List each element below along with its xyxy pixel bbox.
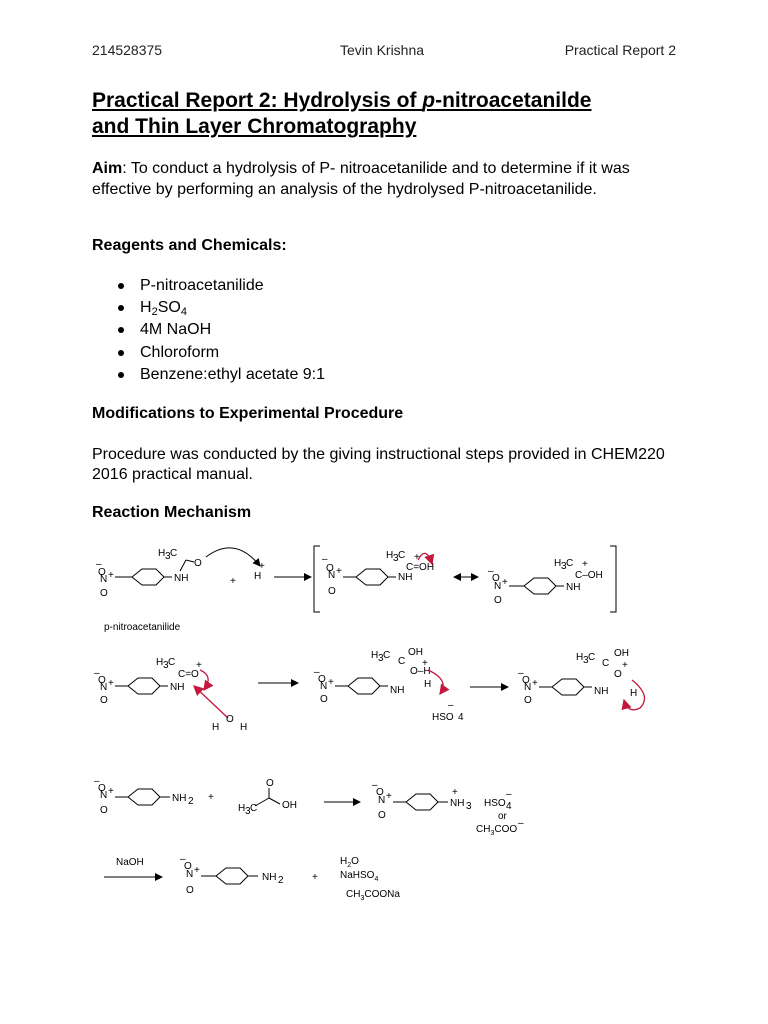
reaction-mechanism-diagram: [0, 530, 768, 910]
svg-text:H: H: [156, 657, 164, 668]
svg-text:NH: NH: [262, 872, 277, 883]
svg-text:O: O: [376, 787, 384, 798]
svg-text:O: O: [186, 885, 194, 896]
tetrahedral-intermediate: [314, 647, 464, 723]
report-name: Practical Report 2: [564, 42, 676, 58]
svg-text:H: H: [424, 679, 432, 690]
reagents-list: [92, 275, 325, 386]
svg-text:O: O: [98, 783, 106, 794]
svg-text:2: 2: [188, 796, 194, 807]
author-name: Tevin Krishna: [340, 42, 425, 58]
svg-text:O: O: [100, 695, 108, 706]
svg-text:O: O: [184, 861, 192, 872]
svg-text:N: N: [328, 570, 336, 581]
svg-text:HSO: HSO: [484, 798, 506, 809]
svg-text:–: –: [372, 780, 378, 791]
list-item: $H_2SO_4$: [92, 297, 325, 319]
svg-text:O: O: [98, 567, 106, 578]
svg-text:H: H: [576, 652, 584, 663]
svg-text:3: 3: [245, 806, 251, 817]
svg-text:–: –: [314, 667, 320, 678]
intermediate-1: [322, 550, 434, 597]
svg-text:C=OH: C=OH: [406, 562, 435, 573]
list-item: Chloroform: [92, 342, 325, 364]
svg-text:+: +: [414, 552, 420, 563]
svg-text:or: or: [498, 811, 507, 822]
svg-text:+: +: [259, 561, 265, 572]
protonated-intermediate: [518, 648, 645, 710]
svg-text:O: O: [524, 695, 532, 706]
svg-text:C: C: [398, 550, 406, 561]
student-id: 214528375: [92, 42, 163, 58]
svg-text:O: O: [326, 563, 334, 574]
svg-text:3: 3: [393, 553, 399, 564]
svg-text:O: O: [98, 675, 106, 686]
aim-label: Aim: [92, 160, 123, 177]
svg-text:O: O: [318, 674, 326, 685]
svg-text:N: N: [100, 574, 108, 585]
intermediate-2: [488, 558, 603, 606]
svg-text:O–H: O–H: [410, 666, 431, 677]
svg-text:3: 3: [163, 660, 169, 671]
svg-text:H: H: [238, 803, 246, 814]
product-structure: [180, 854, 284, 896]
procedure-text: Procedure was conducted by the giving instructional steps provided in CHEM220 2016 practical manual.: [92, 446, 665, 483]
svg-text:N: N: [494, 581, 502, 592]
svg-text:H: H: [554, 558, 562, 569]
mechanism-heading: Reaction Mechanism: [92, 504, 252, 521]
naoh-label: NaOH: [116, 857, 144, 868]
svg-text:+: +: [108, 570, 114, 581]
svg-text:H: H: [212, 722, 220, 733]
svg-text:N: N: [524, 682, 532, 693]
svg-text:+: +: [230, 576, 236, 587]
svg-text:H: H: [630, 688, 638, 699]
list-item: 4M NaOH: [92, 319, 325, 341]
svg-text:H: H: [240, 722, 248, 733]
svg-text:–: –: [94, 668, 100, 679]
svg-text:N: N: [100, 790, 108, 801]
modifications-heading: Modifications to Experimental Procedure: [92, 405, 404, 422]
svg-text:NH: NH: [398, 572, 413, 583]
aim-text: : To conduct a hydrolysis of P- nitroacetanilide and to determine if it was effective by performing an analysis of the hydrolysed P-nitroacetanilide.: [92, 160, 630, 198]
svg-text:O: O: [320, 694, 328, 705]
svg-text:NH: NH: [566, 582, 581, 593]
svg-text:+: +: [582, 559, 588, 570]
svg-text:C: C: [398, 656, 406, 667]
svg-text:+: +: [452, 787, 458, 798]
svg-text:NH: NH: [594, 686, 609, 697]
svg-text:C: C: [602, 658, 610, 669]
svg-text:+: +: [336, 566, 342, 577]
svg-text:C–OH: C–OH: [575, 570, 603, 581]
reactant-label: p-nitroacetanilide: [104, 622, 181, 633]
svg-text:C: C: [168, 657, 176, 668]
svg-text:O: O: [100, 805, 108, 816]
svg-text:–: –: [488, 566, 494, 577]
svg-text:N: N: [320, 681, 328, 692]
svg-text:+: +: [108, 786, 114, 797]
svg-text:–: –: [180, 854, 186, 865]
svg-text:+: +: [502, 577, 508, 588]
svg-text:NH: NH: [174, 573, 189, 584]
svg-text:+: +: [108, 678, 114, 689]
svg-text:3: 3: [378, 653, 384, 664]
svg-text:3: 3: [583, 655, 589, 666]
p-nitroaniline-structure: [94, 776, 194, 816]
svg-text:C: C: [170, 548, 178, 559]
reactant-structure: [96, 548, 265, 599]
svg-text:C: C: [250, 803, 258, 814]
list-item: P-nitroacetanilide: [92, 275, 325, 297]
svg-text:4: 4: [506, 801, 512, 812]
page-header: [92, 42, 676, 62]
svg-text:HSO: HSO: [432, 712, 454, 723]
svg-text:O: O: [494, 595, 502, 606]
svg-text:N: N: [100, 682, 108, 693]
svg-text:O: O: [522, 675, 530, 686]
svg-text:NH: NH: [390, 685, 405, 696]
page-title: Practical Report 2: Hydrolysis of p-nitroacetanilde and Thin Layer Chromatography: [92, 89, 592, 138]
svg-text:–: –: [518, 668, 524, 679]
svg-text:H: H: [371, 650, 379, 661]
water-attack-structure: [94, 657, 247, 733]
svg-text:+: +: [194, 865, 200, 876]
aim-paragraph: [92, 158, 692, 200]
svg-text:H: H: [158, 548, 166, 559]
svg-text:H2O: $H_2O$: [340, 856, 359, 869]
svg-text:CH3COONa: $CH_3COONa$: [346, 889, 400, 902]
svg-text:+: +: [532, 678, 538, 689]
svg-text:+: +: [312, 872, 318, 883]
svg-text:OH: OH: [282, 800, 297, 811]
svg-text:3: 3: [165, 551, 171, 562]
svg-text:OH: OH: [408, 647, 423, 658]
list-item: Benzene:ethyl acetate 9:1: [92, 364, 325, 386]
anilinium-structure: [372, 780, 524, 837]
svg-text:+: +: [622, 660, 628, 671]
svg-text:4: 4: [458, 712, 464, 723]
svg-text:O: O: [226, 714, 234, 725]
svg-text:CH3COO: $CH_3COO$: [476, 824, 518, 837]
svg-text:C: C: [383, 650, 391, 661]
svg-text:+: +: [328, 677, 334, 688]
svg-text:O: O: [194, 558, 202, 569]
svg-text:O: O: [266, 778, 274, 789]
svg-text:O: O: [378, 810, 386, 821]
svg-text:NH: NH: [172, 793, 187, 804]
svg-text:+: +: [208, 792, 214, 803]
svg-text:–: –: [448, 700, 454, 711]
svg-text:C: C: [588, 652, 596, 663]
svg-text:–: –: [322, 554, 328, 565]
svg-text:3: 3: [561, 561, 567, 572]
svg-text:3: 3: [466, 801, 472, 812]
svg-text:+: +: [196, 660, 202, 671]
svg-text:N: N: [186, 869, 194, 880]
svg-text:H: H: [386, 550, 394, 561]
svg-text:NaHSO4: NaHSO$_4$: [340, 870, 379, 883]
svg-text:NH: NH: [170, 682, 185, 693]
svg-text:O: O: [100, 588, 108, 599]
svg-text:NH: NH: [450, 798, 465, 809]
svg-text:H: H: [254, 571, 262, 582]
svg-text:OH: OH: [614, 648, 629, 659]
svg-text:+: +: [422, 658, 428, 669]
svg-text:C=O: C=O: [178, 669, 199, 680]
svg-text:–: –: [506, 789, 512, 800]
svg-text:O: O: [328, 586, 336, 597]
svg-text:2: 2: [278, 875, 284, 886]
svg-text:C: C: [566, 558, 574, 569]
reagents-heading: Reagents and Chemicals:: [92, 237, 287, 254]
svg-text:–: –: [518, 818, 524, 829]
svg-text:+: +: [386, 791, 392, 802]
svg-text:O: O: [492, 573, 500, 584]
svg-text:–: –: [94, 776, 100, 787]
svg-text:–: –: [96, 559, 102, 570]
svg-text:O: O: [614, 669, 622, 680]
acetic-acid-structure: [238, 778, 297, 817]
svg-text:N: N: [378, 795, 386, 806]
byproducts: [340, 856, 400, 902]
